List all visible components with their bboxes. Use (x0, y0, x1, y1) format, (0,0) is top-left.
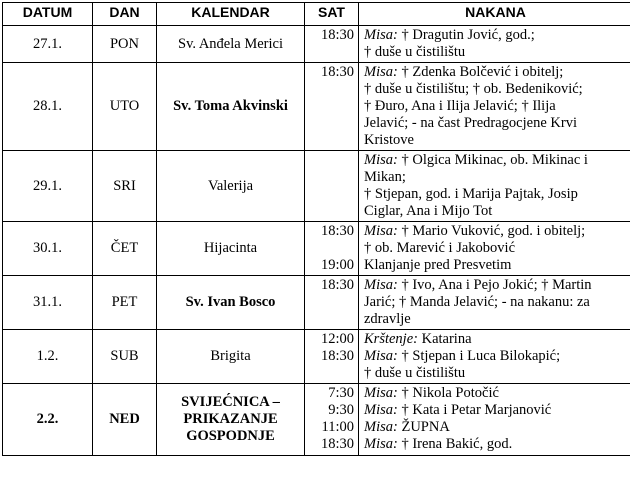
time-value: 18:30 (320, 64, 354, 80)
intention-line (364, 223, 629, 240)
time-spacer (308, 240, 354, 257)
time-cell (305, 330, 359, 384)
date-cell: 28.1. (3, 63, 93, 151)
intention-label: Misa: (364, 385, 398, 401)
day-cell: UTO (93, 63, 157, 151)
intention-cell (359, 330, 631, 384)
day-cell: PON (93, 26, 157, 63)
intention-line: Ciglar, Ana i Mijo Tot (364, 203, 493, 219)
intention-text: ŽUPNA (397, 419, 450, 435)
time-value: 11:00 (321, 419, 354, 435)
intention-line (364, 64, 629, 81)
time-value: 18:30 (320, 27, 354, 43)
intention-line: Klanjanje pred Presvetim (364, 257, 512, 273)
date-cell: 31.1. (3, 276, 93, 330)
intention-line: Kristove (364, 132, 414, 148)
calendar-saint: Sv. Ivan Bosco (185, 294, 276, 310)
calendar-cell (157, 26, 305, 63)
intention-line (364, 436, 629, 453)
intention-text: † Olgica Mikinac, ob. Mikinac i (397, 152, 588, 168)
time-value: 18:30 (320, 436, 354, 452)
calendar-saint: Brigita (210, 348, 251, 364)
time-cell (305, 222, 359, 276)
day-cell: SRI (93, 151, 157, 222)
time-cell (305, 384, 359, 456)
intention-label: Misa: (364, 277, 398, 293)
table-row (3, 222, 631, 276)
intention-line: † Đuro, Ana i Ilija Jelavić; † Ilija (364, 98, 556, 114)
calendar-saint: Hijacinta (203, 240, 258, 256)
time-value: 18:30 (320, 348, 354, 364)
intention-label: Misa: (364, 64, 398, 80)
intention-text: † Kata i Petar Marjanović (397, 402, 552, 418)
intention-line (364, 152, 629, 169)
intention-text: † Nikola Potočić (397, 385, 499, 401)
table-row (3, 276, 631, 330)
intention-text: † Zdenka Bolčević i obitelj; (397, 64, 564, 80)
intention-text: † Stjepan i Luca Bilokapić; (397, 348, 561, 364)
intention-text: † Irena Bakić, god. (397, 436, 513, 452)
calendar-cell (157, 151, 305, 222)
day-cell: SUB (93, 330, 157, 384)
intention-label: Misa: (364, 152, 398, 168)
intention-label: Misa: (364, 436, 398, 452)
calendar-cell (157, 222, 305, 276)
calendar-saint: Sv. Toma Akvinski (173, 98, 288, 114)
calendar-cell (157, 63, 305, 151)
intention-line (364, 348, 629, 365)
intention-label: Misa: (364, 348, 398, 364)
intention-line: † duše u čistilištu (364, 365, 466, 381)
header-kalendar: KALENDAR (157, 3, 305, 26)
intention-line: † ob. Marević i Jakobović (364, 240, 516, 256)
time-cell (305, 151, 359, 222)
intention-label: Misa: (364, 27, 398, 43)
time-cell (305, 276, 359, 330)
intention-cell (359, 26, 631, 63)
day-cell: ČET (93, 222, 157, 276)
day-cell: NED (93, 384, 157, 456)
header-datum: DATUM (3, 3, 93, 26)
intention-cell (359, 276, 631, 330)
intention-label: Misa: (364, 402, 398, 418)
intention-cell (359, 63, 631, 151)
calendar-cell (157, 276, 305, 330)
table-row (3, 384, 631, 456)
intention-line (364, 27, 629, 44)
time-value: 19:00 (320, 257, 354, 273)
time-value: 12:00 (320, 331, 354, 347)
calendar-cell (157, 384, 305, 456)
mass-schedule-table (2, 2, 630, 456)
intention-label: Krštenje: (364, 331, 418, 347)
intention-text: † Ivo, Ana i Pejo Jokić; † Martin (397, 277, 592, 293)
intention-line (364, 419, 629, 436)
intention-line: Jarić; † Manda Jelavić; - na nakanu: za (364, 294, 590, 310)
header-row (3, 3, 631, 26)
table-row (3, 26, 631, 63)
intention-text: † Dragutin Jović, god.; (397, 27, 535, 43)
intention-line (364, 385, 629, 402)
schedule-table-frame (1, 1, 630, 481)
table-row (3, 63, 631, 151)
intention-cell (359, 222, 631, 276)
time-value: 7:30 (328, 385, 354, 401)
table-row (3, 151, 631, 222)
day-cell: PET (93, 276, 157, 330)
intention-text: Katarina (417, 331, 472, 347)
intention-line (364, 331, 629, 348)
time-cell (305, 63, 359, 151)
date-cell: 29.1. (3, 151, 93, 222)
intention-cell (359, 151, 631, 222)
header-sat: SAT (305, 3, 359, 26)
intention-line: Jelavić; - na čast Predragocjene Krvi (364, 115, 577, 131)
calendar-feast: SVIJEĆNICA – PRIKAZANJE GOSPODNJE (181, 394, 280, 444)
intention-line: † duše u čistilištu (364, 44, 466, 60)
intention-cell (359, 384, 631, 456)
intention-line (364, 402, 629, 419)
date-cell: 1.2. (3, 330, 93, 384)
intention-line: Mikan; (364, 169, 406, 185)
intention-line (364, 277, 629, 294)
calendar-saint: Sv. Anđela Merici (178, 35, 283, 52)
time-value: 9:30 (328, 402, 354, 418)
header-nakana: NAKANA (359, 3, 631, 26)
header-dan: DAN (93, 3, 157, 26)
time-value: 18:30 (320, 223, 354, 239)
intention-line: † Stjepan, god. i Marija Pajtak, Josip (364, 186, 578, 202)
date-cell: 30.1. (3, 222, 93, 276)
intention-text: † Mario Vuković, god. i obitelj; (397, 223, 586, 239)
calendar-saint: Valerija (207, 177, 254, 194)
time-cell (305, 26, 359, 63)
calendar-cell (157, 330, 305, 384)
intention-line: zdravlje (364, 311, 411, 327)
time-value: 18:30 (320, 277, 354, 293)
table-row (3, 330, 631, 384)
date-cell: 2.2. (3, 384, 93, 456)
intention-label: Misa: (364, 419, 398, 435)
intention-line: † duše u čistilištu; † ob. Bedeniković; (364, 81, 583, 97)
date-cell: 27.1. (3, 26, 93, 63)
intention-label: Misa: (364, 223, 398, 239)
